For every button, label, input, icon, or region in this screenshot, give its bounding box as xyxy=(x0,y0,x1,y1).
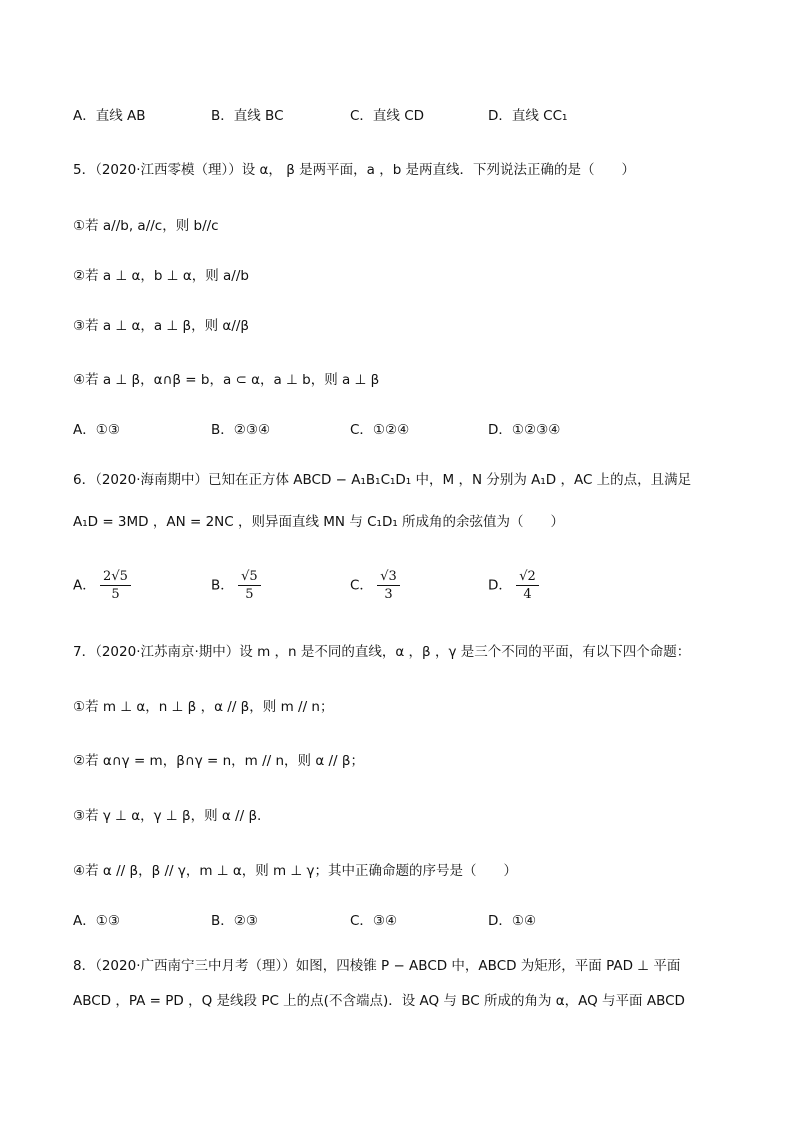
q6-option-b xyxy=(211,568,261,603)
q4-option-a: A．直线 AB xyxy=(73,108,146,124)
q5-item-1: ①若 a//b, a//c，则 b//c xyxy=(73,218,219,234)
q6-option-d-label: D． xyxy=(488,577,512,594)
q6-option-d-numerator: √2 xyxy=(516,568,539,586)
q6-option-d-denominator: 4 xyxy=(523,587,532,602)
q6-option-c-label: C． xyxy=(350,577,373,594)
q4-option-b: B．直线 BC xyxy=(211,108,284,124)
q8-stem-line-1: 8．（2020·广西南宁三中月考（理））如图，四棱锥 P − ABCD 中，ABCD 为矩形，平面 PAD ⊥ 平面 xyxy=(73,958,681,974)
q6-option-b-denominator: 5 xyxy=(245,587,254,602)
q5-item-2: ②若 a ⊥ α，b ⊥ α，则 a//b xyxy=(73,268,249,284)
q6-option-a-fraction xyxy=(100,568,131,603)
q6-stem-line-2: A₁D = 3MD ，AN = 2NC ，则异面直线 MN 与 C₁D₁ 所成角的余弦值为（ ） xyxy=(73,514,565,530)
q7-stem: 7．（2020·江苏南京·期中）设 m ，n 是不同的直线，α ，β ，γ 是三个不同的平面，有以下四个命题： xyxy=(73,644,691,660)
q7-item-4: ④若 α // β，β // γ，m ⊥ α，则 m ⊥ γ；其中正确命题的序号是（ ） xyxy=(73,863,518,879)
q7-option-b: B．②③ xyxy=(211,913,258,929)
q6-option-a-numerator: 2√5 xyxy=(100,568,131,586)
q6-option-d-fraction xyxy=(516,568,539,603)
q6-option-b-label: B． xyxy=(211,577,234,594)
q6-option-b-fraction xyxy=(238,568,261,603)
q6-option-a-label: A． xyxy=(73,577,96,594)
q7-item-1: ①若 m ⊥ α，n ⊥ β ，α // β，则 m // n； xyxy=(73,699,334,715)
q7-item-2: ②若 α∩γ = m，β∩γ = n，m // n，则 α // β； xyxy=(73,753,365,769)
q6-option-c-numerator: √3 xyxy=(377,568,400,586)
q6-stem-line-1: 6．（2020·海南期中）已知在正方体 ABCD − A₁B₁C₁D₁ 中，M ，N 分别为 A₁D ，AC 上的点，且满足 xyxy=(73,472,692,488)
q5-option-b: B．②③④ xyxy=(211,422,271,438)
q6-option-c-fraction xyxy=(377,568,400,603)
q6-option-c-denominator: 3 xyxy=(384,587,393,602)
q4-option-d: D．直线 CC₁ xyxy=(488,108,568,124)
q7-item-3: ③若 γ ⊥ α，γ ⊥ β，则 α // β. xyxy=(73,808,262,824)
q5-item-4: ④若 a ⊥ β，α∩β = b，a ⊂ α，a ⊥ b，则 a ⊥ β xyxy=(73,372,380,388)
q6-option-a xyxy=(73,568,131,603)
q7-option-d: D．①④ xyxy=(488,913,537,929)
q4-option-c: C．直线 CD xyxy=(350,108,425,124)
q6-option-a-denominator: 5 xyxy=(111,587,120,602)
q5-stem: 5．（2020·江西零模（理））设 α， β 是两平面，a ，b 是两直线．下列说法正确的是（ ） xyxy=(73,162,636,178)
q7-option-a: A．①③ xyxy=(73,913,120,929)
q6-option-c xyxy=(350,568,400,603)
q5-option-a: A．①③ xyxy=(73,422,120,438)
q6-option-d xyxy=(488,568,539,603)
q5-item-3: ③若 a ⊥ α，a ⊥ β，则 α//β xyxy=(73,318,250,334)
q8-stem-line-2: ABCD ，PA = PD ，Q 是线段 PC 上的点(不含端点)．设 AQ 与 BC 所成的角为 α，AQ 与平面 ABCD xyxy=(73,993,685,1009)
q6-option-b-numerator: √5 xyxy=(238,568,261,586)
q5-option-d: D．①②③④ xyxy=(488,422,561,438)
q7-option-c: C．③④ xyxy=(350,913,398,929)
q5-option-c: C．①②④ xyxy=(350,422,410,438)
